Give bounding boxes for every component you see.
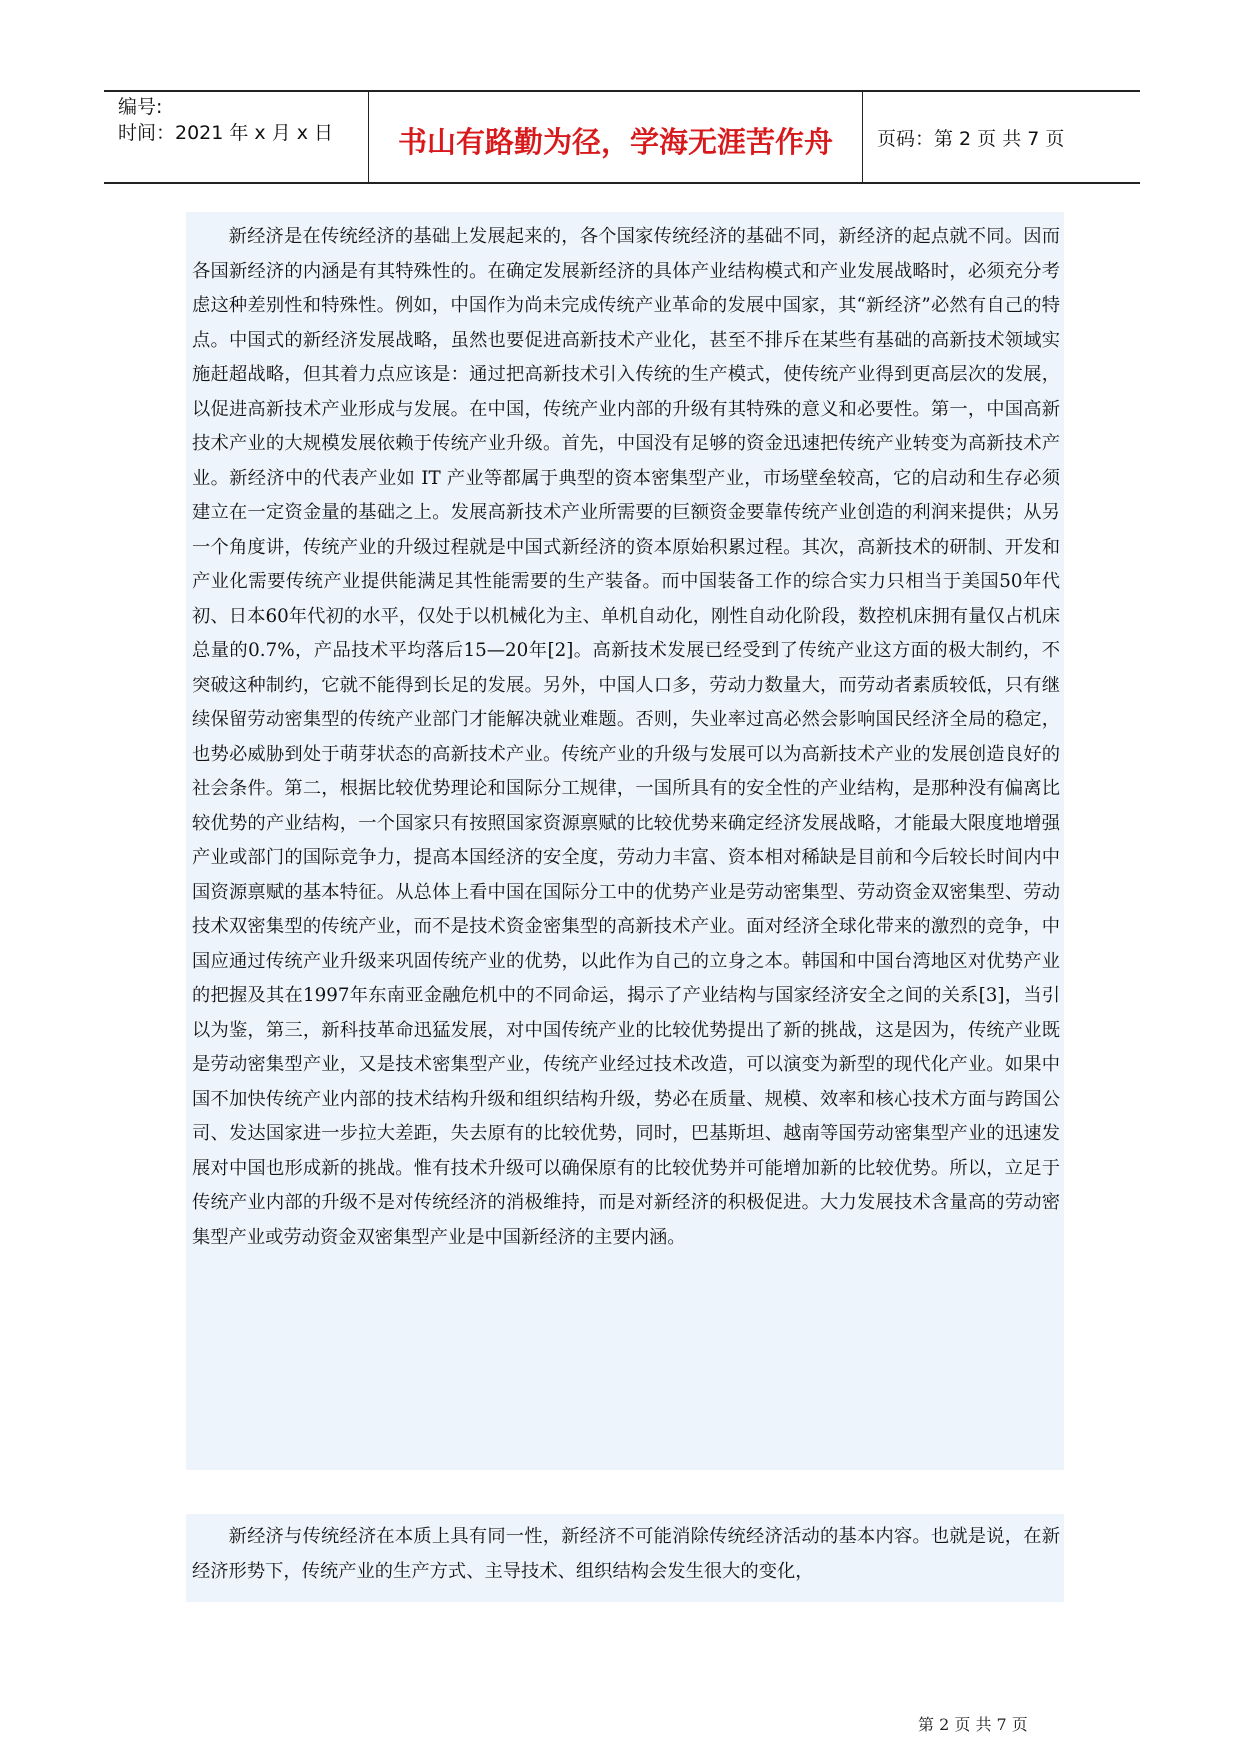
header-middle-cell — [369, 92, 863, 182]
header-motto: 书山有路勤为径，学海无涯苦作舟 — [397, 125, 833, 159]
header-left-cell — [104, 92, 369, 182]
header-right-cell — [863, 92, 1140, 182]
serial-label: 编号: — [118, 96, 163, 118]
page-footer: 第 2 页 共 7 页 — [918, 1715, 1028, 1734]
time-label: 时间：2021 年 x 月 x 日 — [118, 122, 334, 144]
header-page-info: 页码：第 2 页 共 7 页 — [877, 128, 1065, 150]
page-header — [104, 90, 1140, 184]
body-paragraph-2: 新经济与传统经济在本质上具有同一性，新经济不可能消除传统经济活动的基本内容。也就是说，在新经济形势下，传统产业的生产方式、主导技术、组织结构会发生很大的变化， — [192, 1526, 1060, 1582]
body-paragraph-block-1 — [186, 212, 1064, 1470]
body-paragraph-block-2 — [186, 1514, 1064, 1602]
body-paragraph-1: 新经济是在传统经济的基础上发展起来的，各个国家传统经济的基础不同，新经济的起点就不同。因而各国新经济的内涵是有其特殊性的。在确定发展新经济的具体产业结构模式和产业发展战略时，必须充分考虑这种差别性和特殊性。例如，中国作为尚未完成传统产业革命的发展中国家，其“新经济”必然有自己的特点。中国式的新经济发展战略，虽然也要促进高新技术产业化，甚至不排斥在某些有基础的高新技术领域实施赶超战略，但其着力点应该是：通过把高新技术引入传统的生产模式，使传统产业得到更高层次的发展，以促进高新技术产业形成与发展。在中国，传统产业内部的升级有其特殊的意义和必要性。第一，中国高新技术产业的大规模发展依赖于传统产业升级。首先，中国没有足够的资金迅速把传统产业转变为高新技术产业。新经济中的代表产业如 IT 产业等都属于典型的资本密集型产业，市场壁垒较高，它的启动和生存必须建立在一定资金量的基础之上。发展高新技术产业所需要的巨额资金要靠传统产业创造的利润来提供；从另一个角度讲，传统产业的升级过程就是中国式新经济的资本原始积累过程。其次，高新技术的研制、开发和产业化需要传统产业提供能满足其性能需要的生产装备。而中国装备工作的综合实力只相当于美国50年代初、日本60年代初的水平，仅处于以机械化为主、单机自动化，刚性自动化阶段，数控机床拥有量仅占机床总量的0.7%，产品技术平均落后15—20年[2]。高新技术发展已经受到了传统产业这方面的极大制约，不突破这种制约，它就不能得到长足的发展。另外，中国人口多，劳动力数量大，而劳动者素质较低，只有继续保留劳动密集型的传统产业部门才能解决就业难题。否则，失业率过高必然会影响国民经济全局的稳定，也势必威胁到处于萌芽状态的高新技术产业。传统产业的升级与发展可以为高新技术产业的发展创造良好的社会条件。第二，根据比较优势理论和国际分工规律，一国所具有的安全性的产业结构，是那种没有偏离比较优势的产业结构，一个国家只有按照国家资源禀赋的比较优势来确定经济发展战略，才能最大限度地增强产业或部门的国际竞争力，提高本国经济的安全度，劳动力丰富、资本相对稀缺是目前和今后较长时间内中国资源禀赋的基本特征。从总体上看中国在国际分工中的优势产业是劳动密集型、劳动资金双密集型、劳动技术双密集型的传统产业，而不是技术资金密集型的高新技术产业。面对经济全球化带来的激烈的竞争，中国应通过传统产业升级来巩固传统产业的优势，以此作为自己的立身之本。韩国和中国台湾地区对优势产业的把握及其在1997年东南亚金融危机中的不同命运，揭示了产业结构与国家经济安全之间的关系[3]，当引以为鉴，第三，新科技革命迅猛发展，对中国传统产业的比较优势提出了新的挑战，这是因为，传统产业既是劳动密集型产业，又是技术密集型产业，传统产业经过技术改造，可以演变为新型的现代化产业。如果中国不加快传统产业内部的技术结构升级和组织结构升级，势必在质量、规模、效率和核心技术方面与跨国公司、发达国家进一步拉大差距，失去原有的比较优势，同时，巴基斯坦、越南等国劳动密集型产业的迅速发展对中国也形成新的挑战。惟有技术升级可以确保原有的比较优势并可能增加新的比较优势。所以，立足于传统产业内部的升级不是对传统经济的消极维持，而是对新经济的积极促进。大力发展技术含量高的劳动密集型产业或劳动资金双密集型产业是中国新经济的主要内涵。 — [192, 226, 1060, 1248]
